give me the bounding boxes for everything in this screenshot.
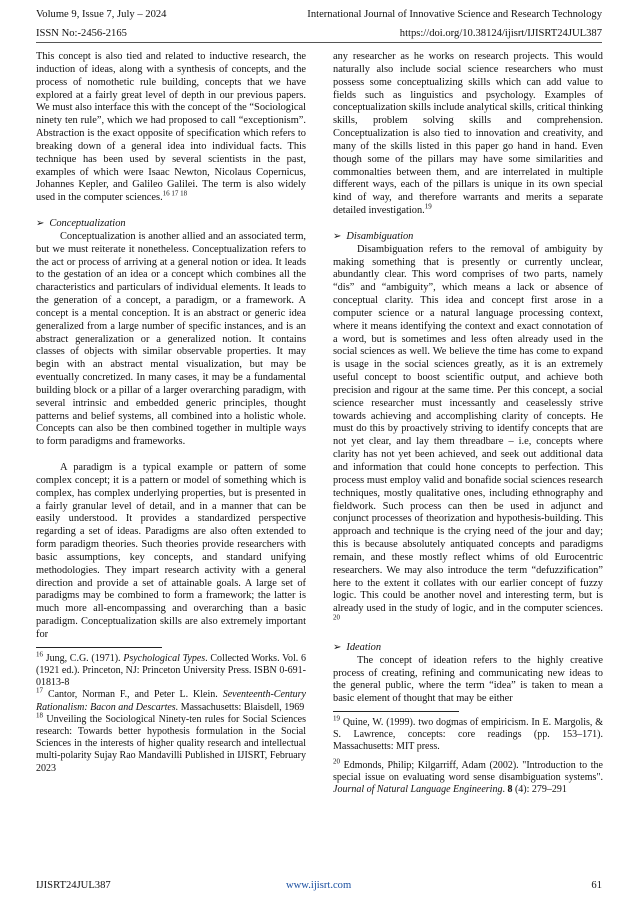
footer-website-link[interactable]: www.ijisrt.com xyxy=(286,880,352,891)
footnote-ref[interactable]: 19 xyxy=(424,202,432,211)
section-heading-ideation: ➢ Ideation xyxy=(333,641,382,653)
footnote-divider xyxy=(36,647,162,648)
paragraph: Disambiguation refers to the removal of ambiguity by making something that is presently or currently unclear, abundantly clear. This word comprises of two parts, namely “dis” and “ambiguity”, which means a lack or absence of conceptual clarity. This idea and concept first arose in a computer science or a natural language processing context, where it means identifying the context and exact connotation of a word, but is sometimes and less often already used in the social sciences as well. We believe the time has come to expand is usage in the social sciences greatly, as it is an extremely useful concept to boost scientific output, and achieve both precision and rigour at the same time. Per this concept, a social science researcher must incessantly and ceaselessly strive towards achieving and accomplishing clarity of concepts. He must do this by proactively striving to identify concepts that are not yet clear, and lay them threadbare – i.e, concepts where clarity has not yet been achieved, and seek out additional data and information that could hone concepts to perfection. This process must employ valid and bonafide social sciences research techniques, mostly qualitative ones, including ethnography and fieldwork. Such process can then be used in adjunct and conjunct processes of theorization and hypothesis-building. This approach and technique is the crying need of the jour and day; this is because absolutely antiquated concepts and paradigms remain, and these mostly reflect whims of old Eurocentric researchers. We may also introduce the term “defuzzification” here to the extent it collates with our earlier concept of fuzzy logic. This could be another novel and interesting term, but is already used in the study of logic, and in the computer sciences. $^{20}$ xyxy=(333,243,603,622)
footnote-divider xyxy=(333,711,459,712)
left-column xyxy=(36,51,306,775)
footnote-20: $^{20}$ Edmonds, Philip; Kilgarriff, Adam (2002). "Introduction to the special issue on evaluating word sense disambiguation systems". Journal of Natural Language Engineering. 8 (4): 279–291 xyxy=(333,757,603,796)
section-heading-conceptualization: ➢ Conceptualization xyxy=(36,217,126,229)
paragraph: any researcher as he works on research projects. This would naturally also include social science researchers who must possess some conceptualizing skills which can add value to fields such as linguistics and psychology. Examples of conceptualization skills include analytical skills, critical thinking skills, problem solving skills and comprehension. Conceptualization is also tied to innovation and creativity, and many of the skills listed in this paper go hand in hand. Even though some of the pillars may have some similarities and commonalties between them, and are interrelated in multiple different ways, each of the pillars is unique in its own special kind of way, and therefore warrants and merits a separate detailed investigation.$^{19}$ xyxy=(333,51,603,217)
arrow-bullet-icon: ➢ xyxy=(333,230,342,242)
page-number: 61 xyxy=(591,880,602,891)
arrow-bullet-icon: ➢ xyxy=(36,217,45,229)
paragraph: This concept is also tied and related to inductive research, the induction of ideas, along with a synthesis of concepts, and the process of nomothetic rule building, concepts that we have explored at a fairly great level of depth in our previous papers. We must also interface this with the concept of the “Sociological ninety ten rule”, which we had proposed to call “exceptionism”. Abstraction is the exact opposite of specification which refers to breaking down of a general idea into individual facts. This technique has been used by several scientists in the past, examples of which were Isaac Newton, Nicolaus Copernicus, Johannes Kepler, and Galileo Galilei. The term is also widely used in the computer sciences.$^{16 17 18}$ xyxy=(36,51,306,204)
paragraph: Conceptualization is another allied and an associated term, but we must reiterate it nonetheless. Conceptualization refers to the act or process of arriving at a general notion or idea. It leads to the gestation of an idea or a concept which combines all the characteristics and particulars of individual elements. It leads to the generation of a concept, a paradigm, or a framework. A concept is a mental conception. It is an abstract or generic idea generalized from a large number of specific instances, and is an abstract generalization or a generalized notion. It contains classes of objects with similar observable properties. It may begin with an abstract mental visualization, but may be eventually concretized. In many cases, it may be a fundamental building block or a pillar of a larger overarching paradigm, with several intrinsic and embedded generic principles, thought patterns and belief systems, all combined into a holistic whole. Concepts can also be then combined together in multiple ways to form paradigms and frameworks. xyxy=(36,230,306,448)
footnote-18: $^{18}$ Unveiling the Sociological Ninety-ten rules for Social Sciences research: Towards better hypothesis formulation in the Social Sciences in the interests of higher quality research and intellectual multi-polarity Sujay Rao Mandavilli Published in IJISRT, February 2023 xyxy=(36,711,306,774)
right-column xyxy=(333,51,603,796)
footnote-17: $^{17}$ Cantor, Norman F., and Peter L. Klein. Seventeenth-Century Rationalism: Bacon and Descartes. Massachusetts: Blaisdell, 1969 xyxy=(36,687,306,713)
footer-paper-id: IJISRT24JUL387 xyxy=(36,880,111,891)
footnote-ref[interactable]: 20 xyxy=(333,613,340,622)
paragraph: A paradigm is a typical example or pattern of some complex concept; it is a pattern or model of something which is complex, has complex underlying properties, but is presented in a fairly granular level of detail, and in a manner that can be easily understood. It provides a standardized perspective regarding a set of ideas. Paradigms are also often extended to form paradigm theories. Such theories provide researchers with basic assumptions, key concepts, and standard unifying methodologies. They impart research activity with a general direction and provide a set of attainable goals. A large set of paradigms may be combined to form a framework; the latter is much more all-encompassing and overarching than a basic paradigm. Conceptualization skills are also extremely important for xyxy=(36,462,306,640)
paragraph: The concept of ideation refers to the highly creative process of creating, refining and communicating new ideas to the general public, where the term “idea” is taken to mean a basic element of thought that may be either xyxy=(333,654,603,705)
section-heading-disambiguation: ➢ Disambiguation xyxy=(333,230,414,242)
arrow-bullet-icon: ➢ xyxy=(333,641,342,653)
journal-name: International Journal of Innovative Science and Research Technology xyxy=(307,9,602,20)
issn: ISSN No:-2456-2165 xyxy=(36,28,127,39)
doi-link[interactable]: https://doi.org/10.38124/ijisrt/IJISRT24JUL387 xyxy=(399,28,602,39)
volume-issue: Volume 9, Issue 7, July – 2024 xyxy=(36,9,167,20)
header-divider xyxy=(36,42,602,43)
footnote-19: $^{19}$ Quine, W. (1999). two dogmas of empiricism. In E. Margolis, & S. Lawrence, concepts: core readings (pp. 153–171). Massachusetts: MIT press. xyxy=(333,714,603,753)
footnote-16: $^{16}$ Jung, C.G. (1971). Psychological Types. Collected Works. Vol. 6 (1921 ed.). Princeton, NJ: Princeton University Press. ISBN 0-691-01813-8 xyxy=(36,650,306,689)
footnote-ref[interactable]: 16 17 18 xyxy=(162,189,188,198)
